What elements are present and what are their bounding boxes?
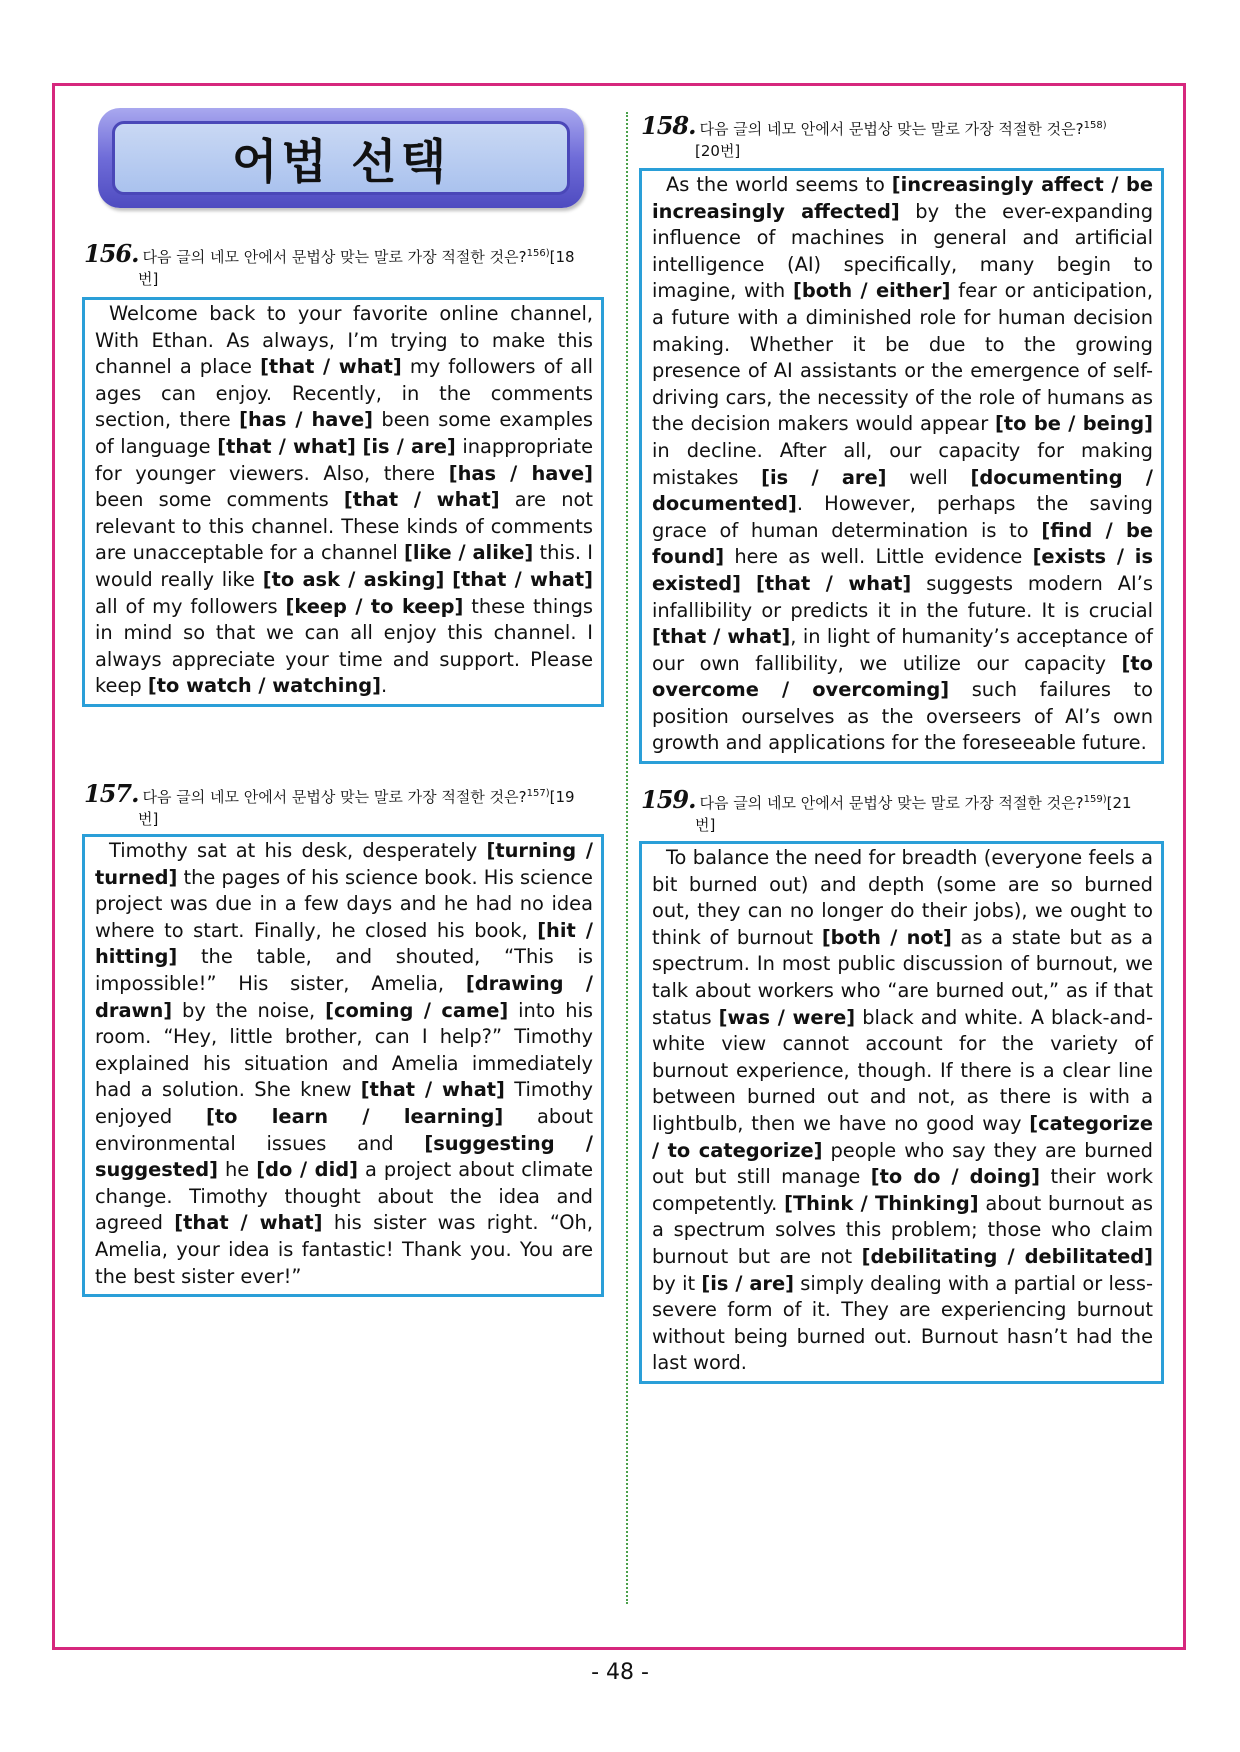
passage-text <box>741 572 756 595</box>
passage-text: into his room. “Hey, little brother, can I help?” Timothy explained his situation and Amelia immediately had a solution. She knew <box>95 998 593 1102</box>
choice-bracket: [to learn / learning] <box>205 1104 504 1128</box>
question-source: [18 <box>549 248 575 266</box>
passage-156 <box>82 297 604 707</box>
passage-text: about environmental issues and <box>95 1104 593 1155</box>
choice-bracket: [has / have] <box>239 408 373 432</box>
choice-bracket: [that / what] <box>652 625 791 649</box>
choice-bracket: [coming / came] <box>325 998 509 1022</box>
question-prompt: 다음 글의 네모 안에서 문법상 맞는 말로 가장 적절한 것은? <box>142 788 527 806</box>
passage-text: fear or anticipation, a future with a diminished role for human decision making. Whether it be due to the growing presence of AI assistants or the emergence of self-driving cars, the necessity of the role of humans as the decision makers would appear <box>652 279 1153 436</box>
choice-bracket: [to overcome / overcoming] <box>652 651 1153 702</box>
passage-text: as a state but as a spectrum. In most public discussion of burnout, we talk about workers who “are burned out,” as if that status <box>652 925 1153 1029</box>
passage-text: Timothy enjoyed <box>95 1078 594 1128</box>
question-number: 159. <box>641 785 696 814</box>
choice-bracket: [debilitating / debilitated] <box>861 1244 1154 1268</box>
passage-text: by it <box>652 1271 702 1295</box>
question-number: 157. <box>84 779 139 808</box>
choice-bracket: [to be / being] <box>995 412 1153 436</box>
section-title-inner <box>112 121 570 195</box>
passage-text: Welcome back to your favorite online channel, With Ethan. As always, I’m trying to make this channel a place <box>95 302 593 379</box>
question-source: [21 <box>1106 794 1132 812</box>
choice-bracket: [documenting / documented] <box>652 465 1153 516</box>
footnote-ref: 156) <box>526 248 550 259</box>
question-source-cont: 번] <box>138 270 159 288</box>
question-prompt: 다음 글의 네모 안에서 문법상 맞는 말로 가장 적절한 것은? <box>699 120 1084 138</box>
question-header-157 <box>84 779 614 830</box>
choice-bracket: [that / what] <box>452 567 593 591</box>
passage-text: my followers of all ages can enjoy. Recently, in the comments section, there <box>95 355 594 432</box>
choice-bracket: [do / did] <box>256 1158 358 1182</box>
choice-bracket: [turning / turned] <box>95 839 594 889</box>
footnote-ref: 157) <box>526 788 550 799</box>
choice-bracket: [was / were] <box>718 1005 856 1029</box>
choice-bracket: [to do / doing] <box>870 1165 1040 1189</box>
passage-text: the pages of his science book. His science project was due in a few days and he had no idea where to start. Finally, he closed his book, <box>95 865 593 942</box>
choice-bracket: [categorize / to categorize] <box>652 1111 1153 1162</box>
passage-text: their work competently. <box>652 1165 1153 1215</box>
choice-bracket: [has / have] <box>448 461 593 485</box>
choice-bracket: [that / what] <box>343 488 500 512</box>
passage-text: been some examples of language <box>95 408 593 458</box>
choice-bracket: [exists / is existed] <box>652 545 1153 595</box>
passage-text: Timothy sat at his desk, desperately <box>109 839 487 862</box>
passage-text: are not relevant to this channel. These kinds of comments are unacceptable for a channel <box>95 488 593 565</box>
question-number: 156. <box>84 239 139 268</box>
footnote-ref: 159) <box>1083 794 1107 805</box>
passage-text: by the ever-expanding influence of machines in general and artificial intelligence (AI) specifically, many begin to imagine, with <box>652 199 1154 303</box>
passage-text: well <box>886 465 971 489</box>
question-prompt: 다음 글의 네모 안에서 문법상 맞는 말로 가장 적절한 것은? <box>142 248 527 266</box>
choice-bracket: [increasingly affect / be increasingly affected] <box>652 173 1153 223</box>
choice-bracket: [to ask / asking] <box>262 567 445 591</box>
passage-text: here as well. Little evidence <box>724 545 1033 569</box>
choice-bracket: [Think / Thinking] <box>784 1191 979 1215</box>
choice-bracket: [both / not] <box>821 925 952 949</box>
passage-text: these things in mind so that we can all enjoy this channel. I always appreciate your time and support. Please keep <box>95 594 593 698</box>
choice-bracket: [is / are] <box>701 1271 794 1295</box>
choice-bracket: [suggesting / suggested] <box>95 1131 593 1182</box>
choice-bracket: [to watch / watching] <box>147 674 381 698</box>
choice-bracket: [that / what] <box>360 1078 505 1102</box>
passage-159 <box>639 841 1164 1384</box>
question-source-cont: 번] <box>695 816 716 834</box>
column-divider <box>626 112 628 1604</box>
passage-text: , in light of humanity’s acceptance of our own fallibility, we utilize our capacity <box>652 625 1153 675</box>
question-source-cont: [20번] <box>695 142 741 160</box>
section-title-banner <box>98 108 584 208</box>
passage-text: his sister was right. “Oh, Amelia, your idea is fantastic! Thank you. You are the best sister ever!” <box>95 1211 593 1288</box>
choice-bracket: [find / be found] <box>652 518 1153 569</box>
choice-bracket: [hit / hitting] <box>95 918 593 969</box>
passage-text: black and white. A black-and-white view cannot account for the variety of burnout experience, though. If there is a clear line between burned out and not, as there is with a lightbulb, then we have no good way <box>652 1005 1153 1135</box>
passage-text: . However, perhaps the saving grace of human determination is to <box>652 492 1153 542</box>
passage-text: To balance the need for breadth (everyone feels a bit burned out) and depth (some are so burned out, they can no longer do their jobs), we ought to think of burnout <box>652 846 1153 949</box>
passage-text: by the noise, <box>172 998 326 1022</box>
choice-bracket: [that / what] <box>260 355 402 379</box>
passage-text <box>444 568 452 591</box>
passage-text: inappropriate for younger viewers. Also, there <box>95 434 594 485</box>
choice-bracket: [both / either] <box>792 279 951 303</box>
choice-bracket: [that / what] <box>174 1211 323 1235</box>
question-header-156 <box>84 239 614 290</box>
section-title: 어법 선택 <box>232 134 450 190</box>
passage-text: been some comments <box>95 488 344 512</box>
choice-bracket: [is / are] <box>761 465 887 489</box>
passage-text: all of my followers <box>95 594 286 618</box>
passage-text: he <box>217 1158 257 1182</box>
choice-bracket: [drawing / drawn] <box>95 971 593 1022</box>
question-header-159 <box>641 785 1171 836</box>
question-number: 158. <box>641 111 696 140</box>
passage-text: such failures to position ourselves as the overseers of AI’s own growth and applications for the foreseeable future. <box>652 678 1154 755</box>
passage-text <box>356 435 363 458</box>
passage-text: a project about climate change. Timothy thought about the idea and agreed <box>95 1158 594 1235</box>
passage-158 <box>639 168 1164 764</box>
passage-text: simply dealing with a partial or less-severe form of it. They are experiencing burnout without being burned out. Burnout hasn’t had the last word. <box>652 1271 1154 1375</box>
footnote-ref: 158) <box>1083 120 1107 131</box>
passage-157 <box>82 834 604 1297</box>
passage-text: . <box>381 674 388 698</box>
choice-bracket: [keep / to keep] <box>285 594 464 618</box>
page-number: - 48 - <box>591 1660 649 1685</box>
choice-bracket: [that / what] <box>217 434 356 458</box>
passage-text: about burnout as a spectrum solves this problem; those who claim burnout but are not <box>652 1191 1153 1268</box>
question-source: [19 <box>549 788 575 806</box>
question-source-cont: 번] <box>138 810 159 828</box>
passage-text: this. I would really like <box>95 541 594 591</box>
question-header-158 <box>641 111 1171 162</box>
passage-text: in decline. After all, our capacity for making mistakes <box>652 438 1153 489</box>
question-prompt: 다음 글의 네모 안에서 문법상 맞는 말로 가장 적절한 것은? <box>699 794 1084 812</box>
passage-text: suggests modern AI’s infallibility or predicts it in the future. It is crucial <box>652 571 1153 622</box>
choice-bracket: [that / what] <box>755 571 912 595</box>
choice-bracket: [is / are] <box>362 434 456 458</box>
passage-text: people who say they are burned out but still manage <box>652 1138 1153 1189</box>
passage-text: the table, and shouted, “This is impossible!” His sister, Amelia, <box>95 945 593 995</box>
passage-text: As the world seems to <box>666 173 892 196</box>
choice-bracket: [like / alike] <box>404 541 534 565</box>
